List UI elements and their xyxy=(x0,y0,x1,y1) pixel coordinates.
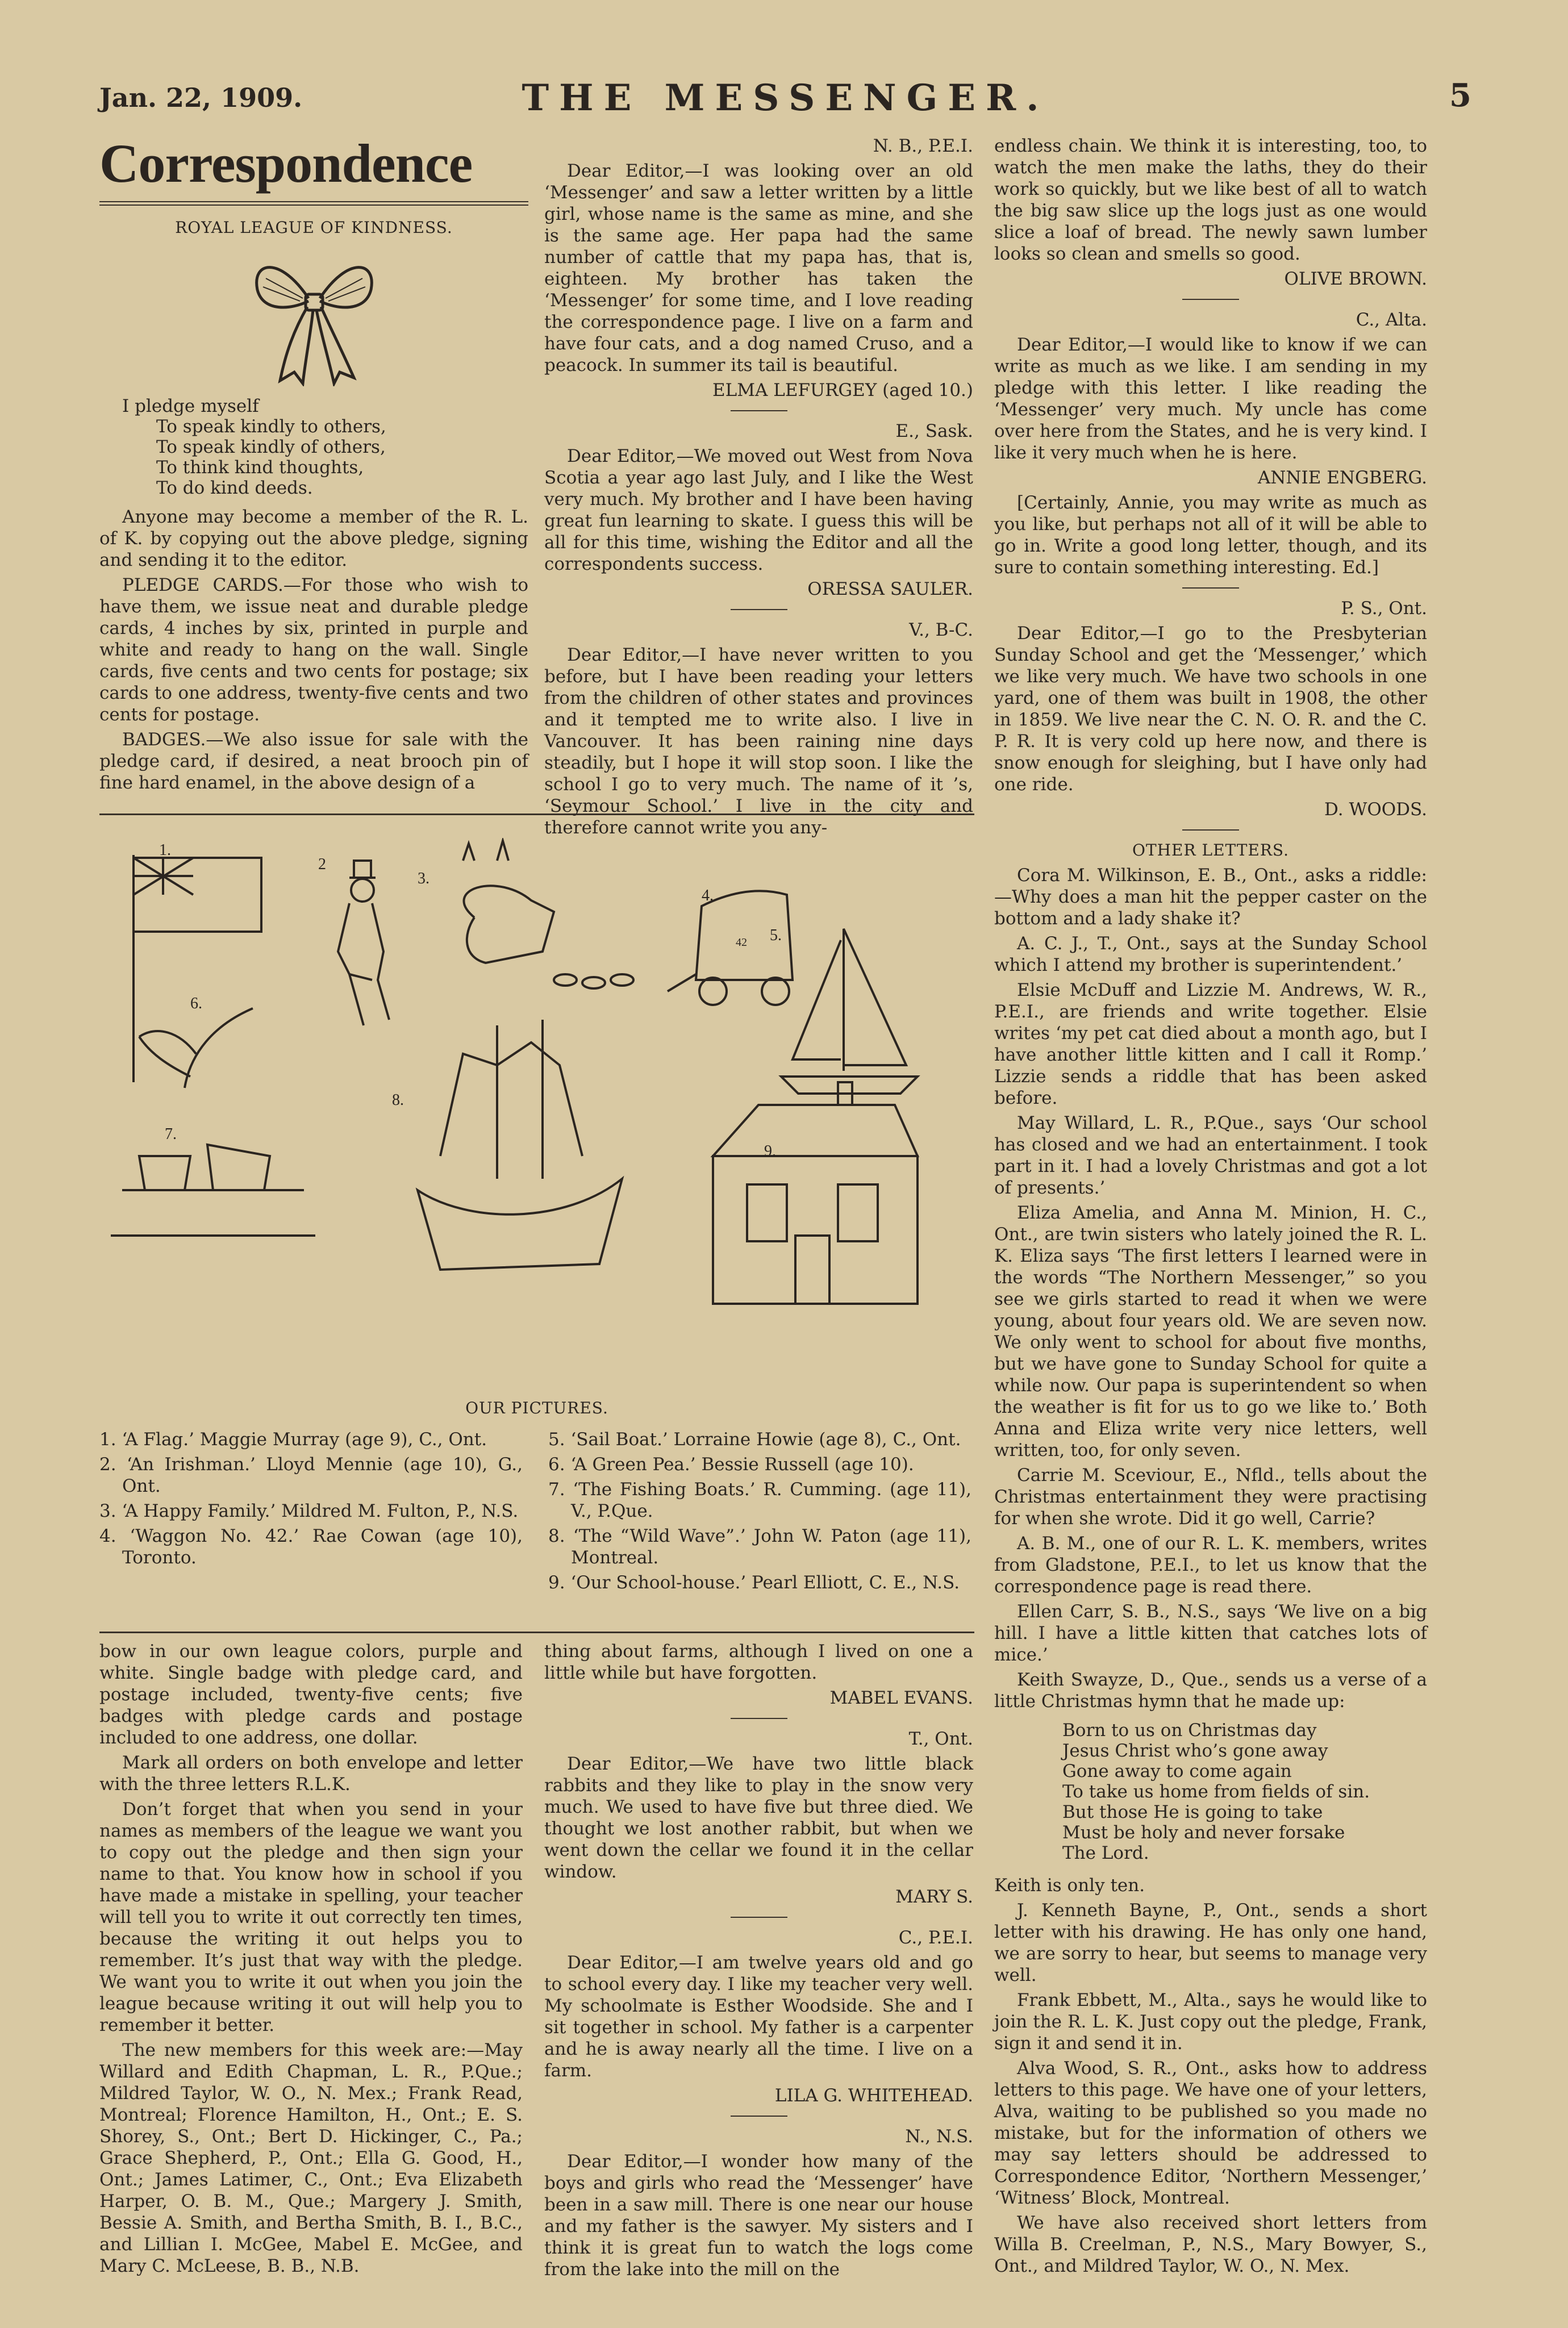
paragraph: The new members for this week are:—May Willard and Edith Chapman, L. R., P.Que.; Mildred Taylor, W. O., N. Mex.; Frank Read, Montreal; Florence Hamilton, H., Ont.; E. S. Shorey, S., Ont.; Bert D. Hickinger, C., Pa.; Grace Shepherd, P., Ont.; Ella G. Good, H., Ont.; James Latimer, C., Ont.; Eva Elizabeth Harper, O. B. M., Que.; Margery J. Smith, Bessie A. Smith, and Bertha Smith, B. I., B.C., and Lillian I. McGee, Mabel E. McGee, and Mary C. McLeese, B. B., N.B. xyxy=(99,2040,523,2276)
masthead xyxy=(99,77,1471,128)
hymn-verse xyxy=(1062,1720,1427,1863)
pledge-text xyxy=(122,396,528,498)
caption: 7. ‘The Fishing Boats.’ R. Cumming. (age 11), V., P.Que. xyxy=(548,1479,971,1521)
paragraph: bow in our own league colors, purple and white. Single badge with pledge card, and postage included, twenty-five cents; five badges with pledge cards and postage included to one address, one dollar. xyxy=(99,1641,523,1748)
section-heading: Correspondence xyxy=(99,133,473,194)
other-letter: J. Kenneth Bayne, P., Ont., sends a short letter with his drawing. He has only one hand, we are sorry to hear, but seems to manage very well. xyxy=(994,1900,1427,1985)
pictures-top-rule xyxy=(99,813,974,815)
bow-emblem xyxy=(99,244,528,391)
letter-location: P. S., Ont. xyxy=(1341,598,1427,619)
verse-line: The Lord. xyxy=(1062,1843,1149,1863)
pledge-line: To speak kindly of others, xyxy=(156,437,386,457)
other-letter: A. B. M., one of our R. L. K. members, writes from Gladstone, P.E.I., to let us know that the correspondence page is read there. xyxy=(994,1533,1427,1597)
letter-body: Dear Editor,—I am twelve years old and go to school every day. I like my teacher very well. My schoolmate is Esther Woodside. She and I sit together in school. My father is a carpenter and he is away nearly all the time. I live on a farm. xyxy=(544,1952,973,2081)
separator xyxy=(731,1917,787,1918)
picture-number: 2 xyxy=(318,856,326,873)
sailboat-icon xyxy=(781,929,918,1094)
pledge-line: I pledge myself xyxy=(122,396,259,416)
caption: 6. ‘A Green Pea.’ Bessie Russell (age 10). xyxy=(548,1454,914,1475)
ship-icon xyxy=(418,1020,622,1270)
pledge-line: To speak kindly to others, xyxy=(156,416,386,437)
letter-signature: OLIVE BROWN. xyxy=(1284,269,1427,289)
letter-signature: ORESSA SAULER. xyxy=(807,579,973,599)
separator xyxy=(731,2116,787,2117)
schoolhouse-icon xyxy=(713,1082,918,1304)
verse-line: But those He is going to take xyxy=(1062,1802,1323,1822)
verse-line: Must be holy and never forsake xyxy=(1062,1822,1345,1843)
pledge-line: To do kind deeds. xyxy=(156,478,313,498)
paragraph: PLEDGE CARDS.—For those who wish to have them, we issue neat and durable pledge cards, 4 inches by six, printed in purple and white and ready to hang on the wall. Single cards, five cents and two cents for postage; six cards to one address, twenty-five cents and two cents for postage. xyxy=(99,575,528,725)
pea-plant-icon xyxy=(139,1008,253,1088)
verse-line: Gone away to come again xyxy=(1062,1761,1292,1782)
middle-column-bottom xyxy=(544,1641,973,2284)
other-letter: Frank Ebbett, M., Alta., says he would like to join the R. L. K. Just copy out the pledge, Frank, sign it and send it in. xyxy=(994,1990,1427,2054)
letter-body: Dear Editor,—We moved out West from Nova Scotia a year ago last July, and I like the West very much. My brother and I have been having great fun learning to skate. I guess this will be all for this time, wishing the Editor and all the correspondents success. xyxy=(544,446,973,574)
other-letter: Carrie M. Sceviour, E., Nfld., tells about the Christmas entertainment they were practising for when she wrote. Did it go well, Carrie? xyxy=(994,1465,1427,1529)
league-title: ROYAL LEAGUE OF KINDNESS. xyxy=(175,218,453,237)
pledge-line: To think kind thoughts, xyxy=(156,457,364,478)
editor-note: [Certainly, Annie, you may write as much as you like, but perhaps not all of it will be able to go in. Write a good long letter, though, and its sure to contain something interesting. Ed.] xyxy=(994,493,1427,578)
verse-line: Born to us on Christmas day xyxy=(1062,1720,1317,1741)
letter-body: Dear Editor,—I would like to know if we can write as much as we like. I am sending in my pledge with this letter. I like reading the ‘Messenger’ very much. My uncle has come over here from the States, and he is very kind. I like it very much when he is here. xyxy=(994,335,1427,463)
picture-number: 4. xyxy=(702,887,714,904)
caption: 2. ‘An Irishman.’ Lloyd Mennie (age 10), G., Ont. xyxy=(99,1454,523,1496)
middle-column-top xyxy=(544,135,973,842)
paragraph: Mark all orders on both envelope and letter with the three letters R.L.K. xyxy=(99,1753,523,1795)
picture-number: 6. xyxy=(190,995,202,1012)
separator xyxy=(1182,299,1239,300)
picture-number: 9. xyxy=(764,1142,776,1160)
letter-signature: ELMA LEFURGEY (aged 10.) xyxy=(712,380,973,400)
bow-icon xyxy=(240,244,388,386)
separator xyxy=(731,1718,787,1719)
pictures-caption-block xyxy=(99,1397,974,1422)
waggon-number: 42 xyxy=(736,936,747,949)
letter-signature: MARY S. xyxy=(895,1887,973,1907)
other-letter: Eliza Amelia, and Anna M. Minion, H. C., Ont., are twin sisters who lately joined the R. L. K. Eliza says ‘The first letters I learned were in the words “The Northern Messenger,” so you see we girls started to read it when we were young, about four years old. We are seven now. We only went to school for about five months, but we have gone to Sunday School for quite a while now. Our papa is superintendent so when the weather is fit for us to go we like to.’ Both Anna and Eliza write very nice letters, well written, too, for only seven. xyxy=(994,1203,1427,1461)
caption: 3. ‘A Happy Family.’ Mildred M. Fulton, P., N.S. xyxy=(99,1501,519,1521)
right-column xyxy=(994,135,1427,2280)
letter-body: Dear Editor,—I wonder how many of the boys and girls who read the ‘Messenger’ have been in a saw mill. There is one near our house and my father is the sawyer. My sisters and I think it is great fun to watch the logs come from the lake into the mill on the xyxy=(544,2151,973,2280)
fishing-boats-icon xyxy=(111,1145,315,1236)
picture-number: 8. xyxy=(392,1091,404,1109)
captions-left xyxy=(99,1429,523,1572)
caption: 8. ‘The “Wild Wave”.’ John W. Paton (age 11), Montreal. xyxy=(548,1526,971,1568)
caption: 5. ‘Sail Boat.’ Lorraine Howie (age 8), C., Ont. xyxy=(548,1429,961,1450)
paragraph: Don’t forget that when you send in your names as members of the league we want you to copy out the pledge and then sign your name to that. You know how in school if you have made a mistake in spelling, your teacher will tell you to write it out correctly ten times, because the writing it out helps you to remember. It’s just that way with the pledge. We want you to write it out when you join the league because writing it out will help you to remember it better. xyxy=(99,1799,523,2035)
letter-body: thing about farms, although I lived on one a little while but have forgotten. xyxy=(544,1641,973,1683)
caption: 9. ‘Our School-house.’ Pearl Elliott, C. E., N.S. xyxy=(548,1572,960,1593)
letter-location: V., B-C. xyxy=(909,620,973,640)
captions-right xyxy=(548,1429,971,1597)
letter-body: Dear Editor,—I have never written to you before, but I have been reading your letters from the children of other states and provinces and it tempted me to write also. I live in Vancouver. It has been raining nine days steadily, but I hope it will stop soon. I like the school I go to very much. The name of it ’s, ‘Seymour School.’ I live in the city and therefore cannot write you any- xyxy=(544,645,973,838)
waggon-icon xyxy=(668,891,793,1005)
other-letters-title: OTHER LETTERS. xyxy=(1132,841,1289,860)
heading-rule xyxy=(99,201,528,206)
irishman-icon xyxy=(338,861,389,1025)
letter-location: T., Ont. xyxy=(908,1729,973,1749)
letter-location: N. B., P.E.I. xyxy=(873,136,973,156)
issue-date: Jan. 22, 1909. xyxy=(99,82,303,113)
other-letter: Ellen Carr, S. B., N.S., says ‘We live on a big hill. I have a little kitten that catches lots of mice.’ xyxy=(994,1601,1427,1665)
other-letter: May Willard, L. R., P.Que., says ‘Our school has closed and we had an entertainment. I took part in it. I had a lovely Christmas and got a lot of presents.’ xyxy=(994,1113,1427,1198)
separator xyxy=(731,410,787,411)
paragraph: BADGES.—We also issue for sale with the pledge card, if desired, a neat brooch pin of fine hard enamel, in the above design of a xyxy=(99,729,528,793)
pictures-bottom-rule xyxy=(99,1632,974,1633)
letter-signature: LILA G. WHITEHEAD. xyxy=(774,2085,973,2106)
letter-body: Dear Editor,—We have two little black rabbits and they like to play in the snow very much. We used to have five but three died. We thought we lost another rabbit, but when we went down the cellar we found it in the cellar window. xyxy=(544,1754,973,1882)
duck-family-icon xyxy=(463,841,633,988)
pictures-title: OUR PICTURES. xyxy=(465,1399,608,1417)
picture-number: 3. xyxy=(418,870,429,887)
children-drawings xyxy=(99,838,952,1383)
page-number: 5 xyxy=(1449,77,1471,114)
letter-signature: MABEL EVANS. xyxy=(829,1688,973,1708)
pictures-panel xyxy=(99,838,952,1383)
separator xyxy=(1182,587,1239,589)
newspaper-title: THE MESSENGER. xyxy=(522,77,1049,119)
other-letter: Keith is only ten. xyxy=(994,1875,1145,1896)
paragraph: Anyone may become a member of the R. L. of K. by copying out the above pledge, signing and sending it to the editor. xyxy=(99,507,528,570)
other-letter: A. C. J., T., Ont., says at the Sunday School which I attend my brother is superintendent.’ xyxy=(994,933,1427,975)
other-letter: We have also received short letters from Willa B. Creelman, P., N.S., Mary Bowyer, S., Ont., and Mildred Taylor, W. O., N. Mex. xyxy=(994,2213,1427,2276)
left-column-bottom xyxy=(99,1641,523,2280)
other-letter: Elsie McDuff and Lizzie M. Andrews, W. R., P.E.I., are friends and write together. Elsie writes ‘my pet cat died about a month ago, but I have another little kitten and I call it Romp.’ Lizzie sends a riddle that has been asked before. xyxy=(994,980,1427,1108)
other-letter: Cora M. Wilkinson, E. B., Ont., asks a riddle:—Why does a man hit the pepper caster on the bottom and a lady shake it? xyxy=(994,865,1427,929)
separator xyxy=(731,609,787,610)
letter-signature: D. WOODS. xyxy=(1324,799,1427,820)
separator xyxy=(1182,829,1239,831)
other-letter: Keith Swayze, D., Que., sends us a verse of a little Christmas hymn that he made up: xyxy=(994,1670,1427,1712)
letter-location: C., P.E.I. xyxy=(898,1928,973,1948)
caption: 1. ‘A Flag.’ Maggie Murray (age 9), C., Ont. xyxy=(99,1429,487,1450)
caption: 4. ‘Waggon No. 42.’ Rae Cowan (age 10), Toronto. xyxy=(99,1526,523,1568)
picture-number: 7. xyxy=(165,1125,177,1143)
other-letter: Alva Wood, S. R., Ont., asks how to address letters to this page. We have one of your letters, Alva, waiting to be published so you made no mistake, but for the information of others we may say letters should be addressed to Correspondence Editor, ‘Northern Messenger,’ ‘Witness’ Block, Montreal. xyxy=(994,2058,1427,2208)
picture-number: 5. xyxy=(770,927,782,944)
verse-line: To take us home from fields of sin. xyxy=(1062,1782,1370,1802)
letter-signature: ANNIE ENGBERG. xyxy=(1257,468,1427,488)
flag-icon xyxy=(134,855,261,1082)
left-column-top xyxy=(99,135,528,797)
letter-location: N., N.S. xyxy=(905,2126,973,2147)
letter-location: E., Sask. xyxy=(895,421,973,441)
letter-body: Dear Editor,—I was looking over an old ‘Messenger’ and saw a letter written by a little girl, whose name is the same as mine, and she is the same age. Her papa had the same number of cattle that my papa has, that is, eighteen. My brother has taken the ‘Messenger’ for some time, and I love reading the correspondence page. I live on a farm and have four cats, and a dog named Cruso, and a peacock. In summer its tail is beautiful. xyxy=(544,161,973,376)
letter-body: Dear Editor,—I go to the Presbyterian Sunday School and get the ‘Messenger,’ which we like very much. We have two schools in one yard, one of them was built in 1908, the other in 1859. We live near the C. N. O. R. and the C. P. R. It is very cold up here now, and there is snow enough for sleighing, but I have only had one ride. xyxy=(994,623,1427,795)
letter-location: C., Alta. xyxy=(1356,310,1427,330)
picture-number: 1. xyxy=(159,841,171,859)
verse-line: Jesus Christ who’s gone away xyxy=(1062,1741,1328,1761)
letter-body: endless chain. We think it is interesting, too, to watch the men make the laths, they do their work so quickly, but we like best of all to watch the big saw slice up the logs just as one would slice a loaf of bread. The newly sawn lumber looks so clean and smells so good. xyxy=(994,136,1427,264)
